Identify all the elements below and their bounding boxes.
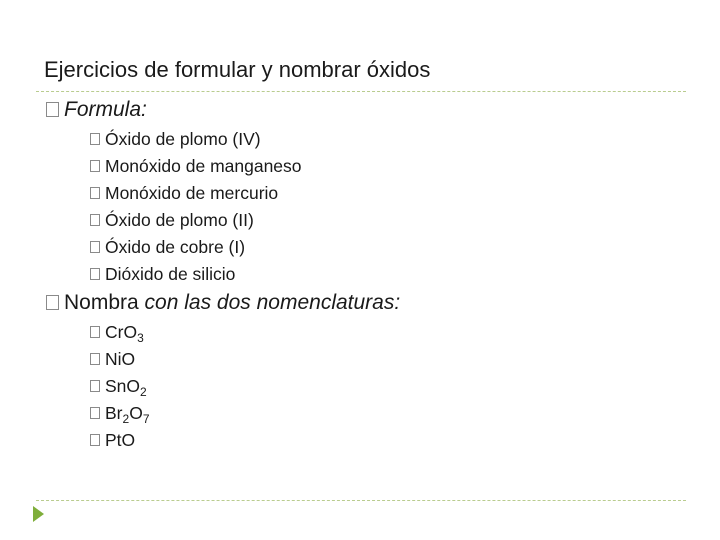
section-formula-label: Formula: xyxy=(64,98,147,121)
formula-item xyxy=(90,403,150,424)
formula-subscript: 2 xyxy=(140,385,147,399)
formula-subscript: 7 xyxy=(142,412,150,426)
list-item-text: Óxido de plomo (IV) xyxy=(105,129,261,149)
square-bullet-icon xyxy=(90,268,100,280)
play-arrow-icon[interactable] xyxy=(33,506,44,522)
formula-part: Br xyxy=(105,403,123,423)
square-bullet-icon xyxy=(90,187,100,199)
list-item xyxy=(90,156,302,177)
formula-item xyxy=(90,322,144,343)
formula-part: O xyxy=(121,430,136,450)
square-bullet-icon xyxy=(90,407,100,419)
formula-part: O xyxy=(129,403,143,423)
formula-part: Cr xyxy=(105,322,124,342)
formula-part: O xyxy=(126,376,141,396)
list-item-text: Monóxido de manganeso xyxy=(105,156,302,176)
section-nombra-rest: con las dos nomenclaturas: xyxy=(138,291,401,314)
formula-subscript: 2 xyxy=(122,412,130,426)
bottom-divider xyxy=(36,500,686,501)
list-item-text: Óxido de plomo (II) xyxy=(105,210,254,230)
formula-part: O xyxy=(123,322,138,342)
square-bullet-icon xyxy=(90,380,100,392)
square-bullet-icon xyxy=(90,434,100,446)
section-nombra-heading xyxy=(46,291,400,315)
square-bullet-icon xyxy=(90,353,100,365)
formula-part: Pt xyxy=(105,430,122,450)
list-item-text: Dióxido de silicio xyxy=(105,264,236,284)
formula-subscript: 3 xyxy=(137,331,144,345)
formula-part: O xyxy=(121,349,136,369)
list-item-text: Monóxido de mercurio xyxy=(105,183,279,203)
formula-item xyxy=(90,430,135,451)
formula-part: Ni xyxy=(105,349,122,369)
square-bullet-icon xyxy=(90,133,100,145)
list-item xyxy=(90,129,261,150)
formula-part: Sn xyxy=(105,376,127,396)
list-item xyxy=(90,264,235,285)
slide-title: Ejercicios de formular y nombrar óxidos xyxy=(44,57,431,82)
square-bullet-icon xyxy=(46,102,59,117)
square-bullet-icon xyxy=(90,241,100,253)
list-item xyxy=(90,183,278,204)
square-bullet-icon xyxy=(90,160,100,172)
formula-item xyxy=(90,376,147,397)
square-bullet-icon xyxy=(90,326,100,338)
top-divider xyxy=(36,91,686,92)
list-item-text: Óxido de cobre (I) xyxy=(105,237,246,257)
square-bullet-icon xyxy=(90,214,100,226)
list-item xyxy=(90,237,245,258)
square-bullet-icon xyxy=(46,295,59,310)
section-formula-heading xyxy=(46,98,147,122)
list-item xyxy=(90,210,254,231)
formula-item xyxy=(90,349,135,370)
section-nombra-word: Nombra xyxy=(64,291,139,314)
